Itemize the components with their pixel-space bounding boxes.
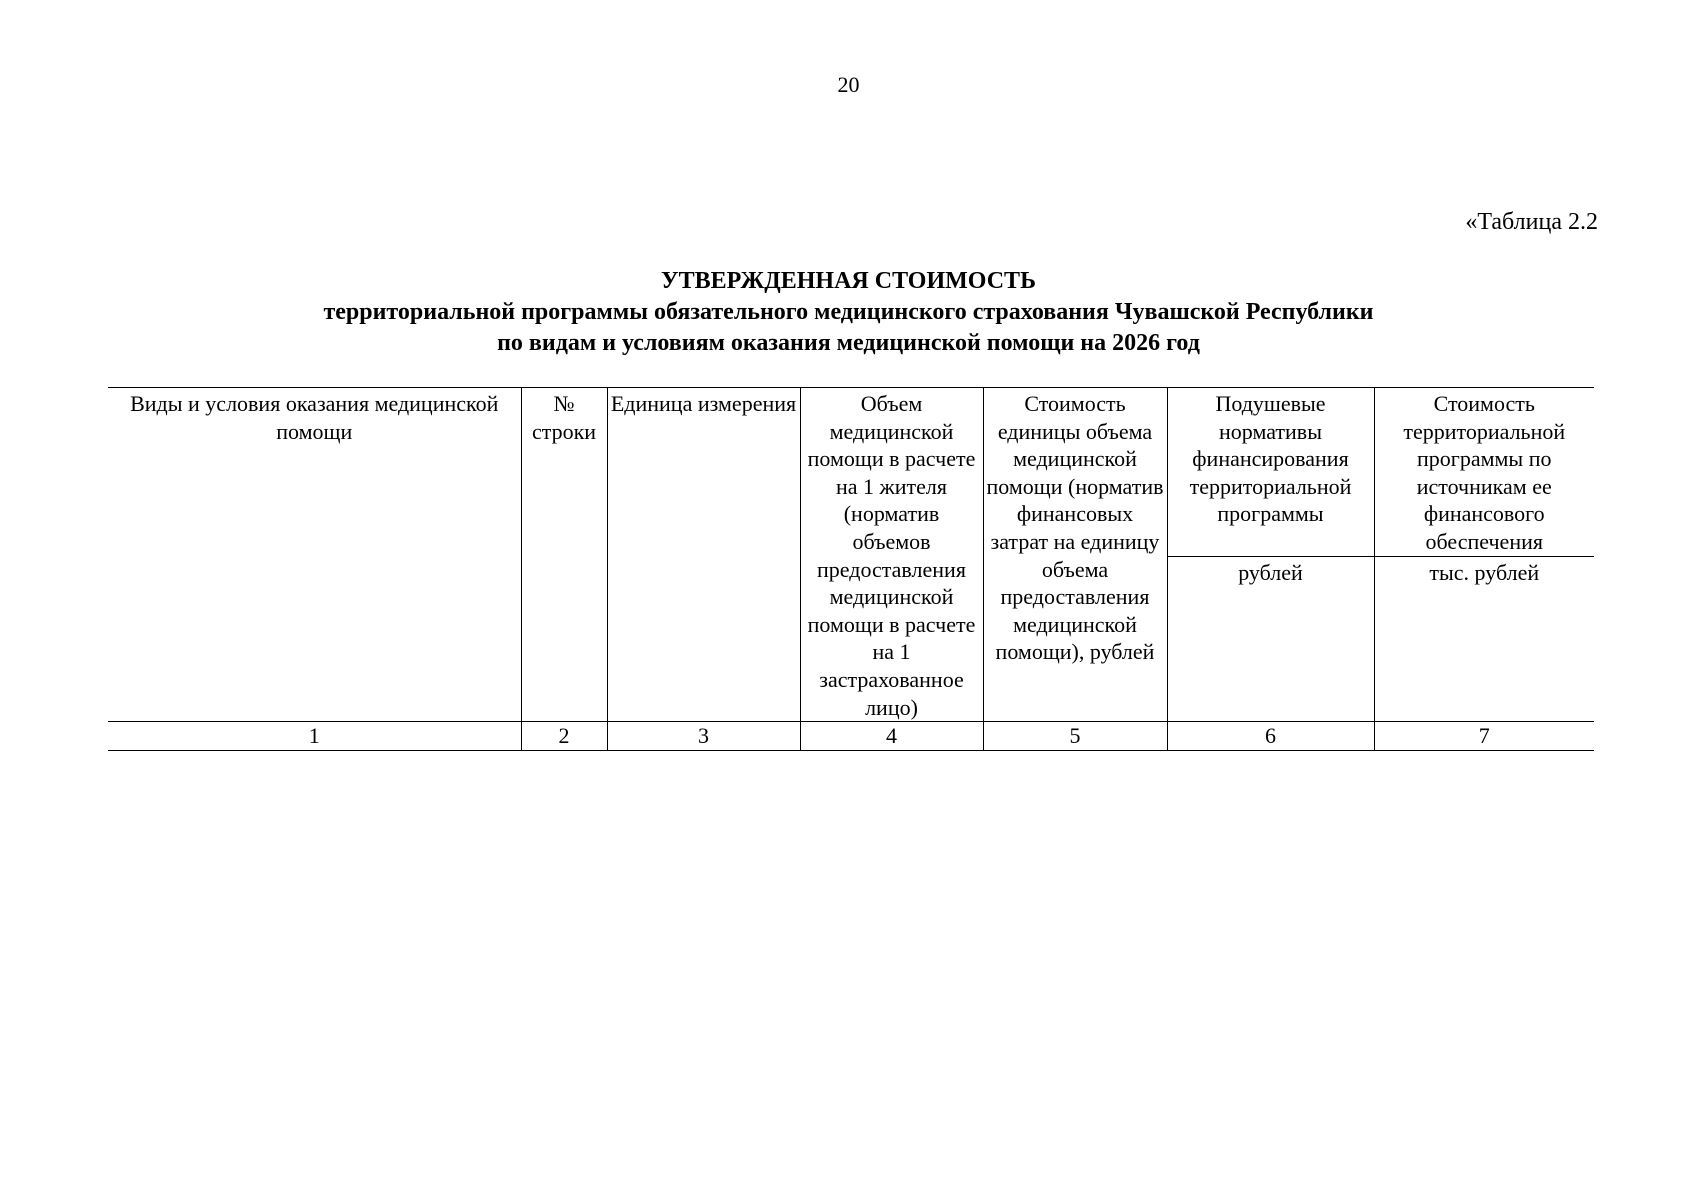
- header-volume-per-resident: Объем медицинской помощи в расчете на 1 жителя (норматив объемов предоставления медицинской помощи в расчете на 1 застрахованное лицо): [800, 388, 983, 722]
- column-number: 6: [1167, 722, 1374, 751]
- table-title: [0, 266, 1697, 359]
- header-row-number: № строки: [521, 388, 607, 722]
- page-number: 20: [837, 72, 860, 97]
- header-unit: Единица измерения: [607, 388, 800, 722]
- column-number: 7: [1374, 722, 1594, 751]
- header-unit-thousand-rubles: тыс. рублей: [1374, 556, 1594, 722]
- header-unit-cost: Стоимость единицы объема медицинской помощи (норматив финансовых затрат на единицу объема предоставления медицинской помощи), рублей: [983, 388, 1167, 722]
- title-line-2: территориальной программы обязательного медицинского страхования Чувашской Республики: [323, 299, 1374, 325]
- column-number: 2: [521, 722, 607, 751]
- header-program-cost: Стоимость территориальной программы по источникам ее финансового обеспечения: [1374, 388, 1594, 557]
- title-line-3: по видам и условиям оказания медицинской помощи на 2026 год: [497, 330, 1200, 356]
- table-reference: «Таблица 2.2: [1465, 209, 1598, 235]
- column-number: 5: [983, 722, 1167, 751]
- cost-table-container: [108, 387, 1594, 751]
- cost-table: [108, 387, 1594, 751]
- column-number: 1: [108, 722, 521, 751]
- column-number: 4: [800, 722, 983, 751]
- column-number: 3: [607, 722, 800, 751]
- header-per-capita-standard: Подушевые нормативы финансирования территориальной программы: [1167, 388, 1374, 557]
- header-service-type: Виды и условия оказания медицинской помощи: [108, 388, 521, 722]
- column-number-row: [108, 722, 1594, 751]
- header-unit-rubles: рублей: [1167, 556, 1374, 722]
- title-line-1: УТВЕРЖДЕННАЯ СТОИМОСТЬ: [661, 268, 1036, 294]
